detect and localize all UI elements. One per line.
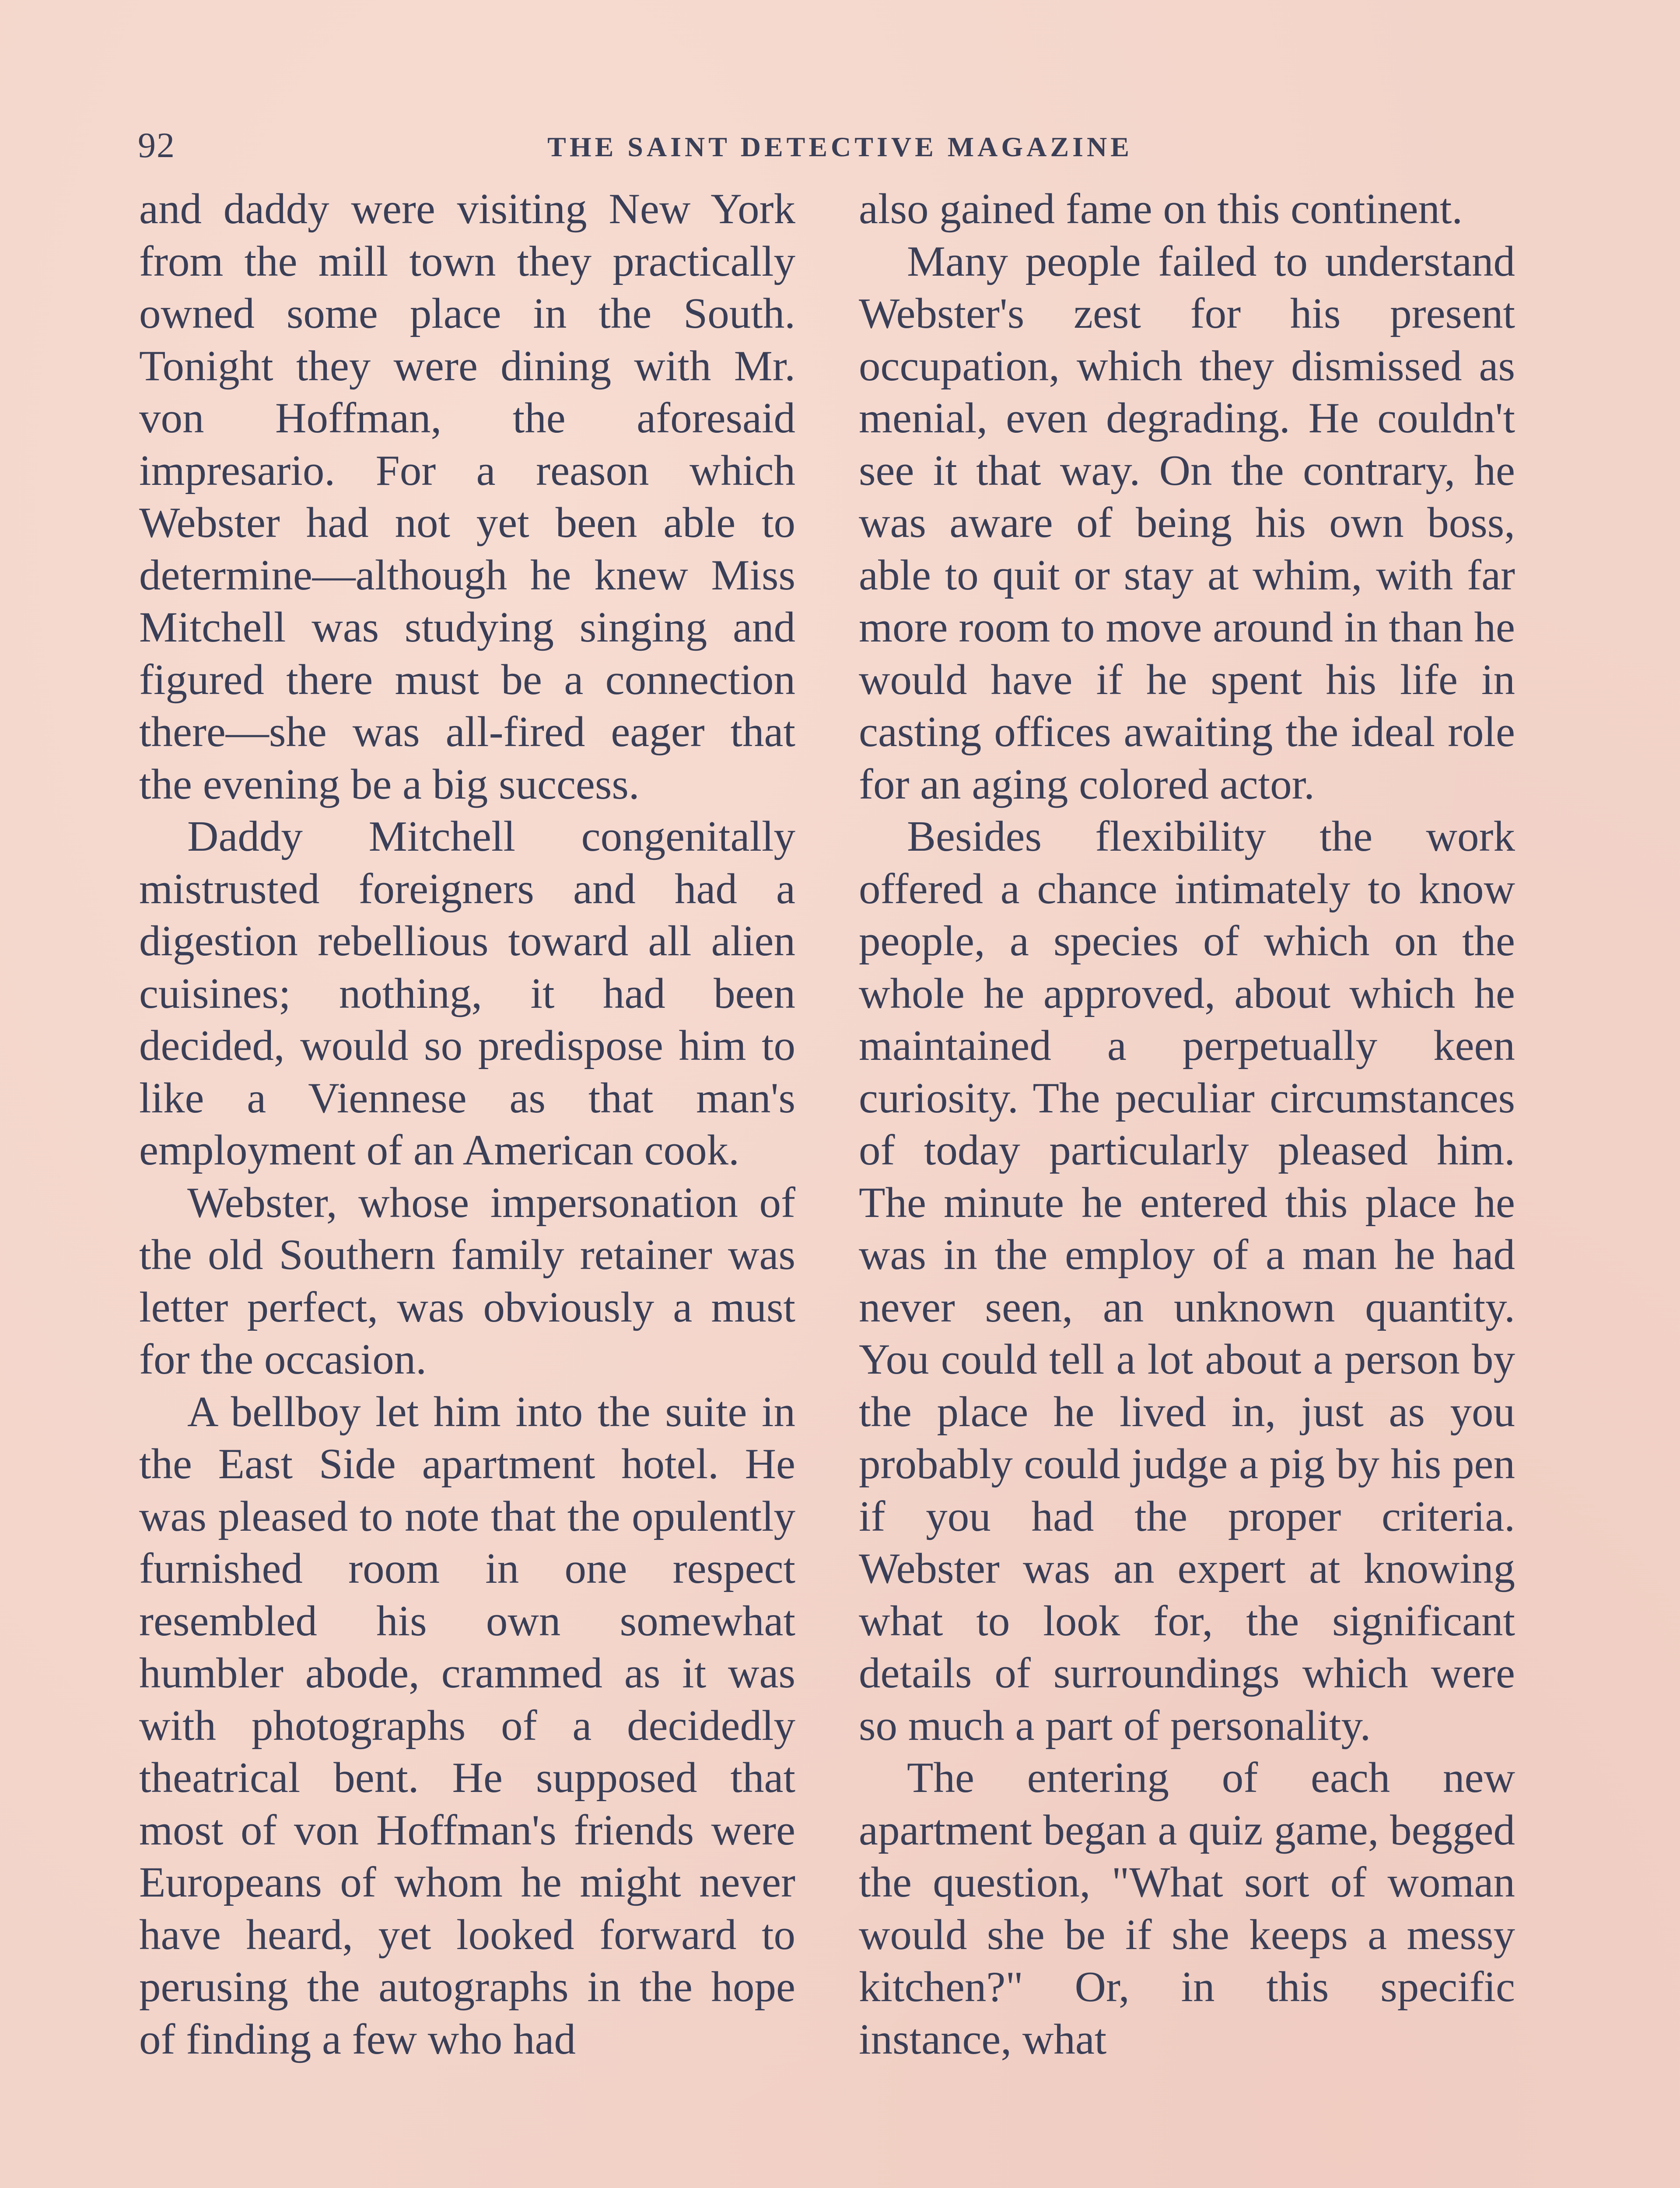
paragraph: Many people failed to understand Webster's zest for his present occupation, which they dismissed as menial, even degrading. He couldn't see it that way. On the contrary, he was aware of being his own boss, able to quit or stay at whim, with far more room to move around in than he would have if he spent his life in casting offices awaiting the ideal role for an aging colored actor. (859, 237, 1515, 808)
page-number: 92 (138, 125, 175, 165)
paragraph: Webster, whose impersonation of the old Southern family retainer was letter perfect, was obviously a must for the occasion. (139, 1178, 795, 1383)
running-title: THE SAINT DETECTIVE MAGAZINE (547, 131, 1133, 162)
paragraph: Besides flexibility the work offered a chance intimately to know people, a species of which on the whole he approved, about which he maintained a perpetually keen curiosity. The peculiar circumstances of today particularly pleased him. The minute he entered this place he was in the employ of a man he had never seen, an unknown quantity. You could tell a lot about a person by the place he lived in, just as you probably could judge a pig by his pen if you had the proper criteria. Webster was an expert at knowing what to look for, the significant details of surroundings which were so much a part of personality. (859, 813, 1515, 1750)
paragraph: A bellboy let him into the suite in the East Side apartment hotel. He was pleased to note that the opulently furnished room in one respect resembled his own somewhat humbler abode, crammed as it was with photographs of a decidedly theatrical bent. He supposed that most of von Hoffman's friends were Europeans of whom he might never have heard, yet looked forward to perusing the autographs in the hope of finding a few who had (139, 1388, 795, 2063)
paragraph: Daddy Mitchell congenitally mistrusted foreigners and had a digestion rebellious toward all alien cuisines; nothing, it had been decided, would so predispose him to like a Viennese as that man's employment of an American cook. (139, 813, 795, 1174)
paragraph: also gained fame on this continent. (859, 185, 1463, 233)
left-column (139, 183, 795, 2065)
paragraph: The entering of each new apartment began a quiz game, begged the question, "What sort of woman would she be if she keeps a messy kitchen?" Or, in this specific instance, what (859, 1754, 1515, 2063)
page-header (138, 125, 1542, 182)
right-column (859, 183, 1515, 2065)
paragraph: and daddy were visiting New York from the mill town they practically owned some place in the South. Tonight they were dining with Mr. von Hoffman, the aforesaid impresario. For a reason which Webster had not yet been able to determine—although he knew Miss Mitchell was studying singing and figured there must be a connection there—she was all-fired eager that the evening be a big success. (139, 185, 795, 808)
